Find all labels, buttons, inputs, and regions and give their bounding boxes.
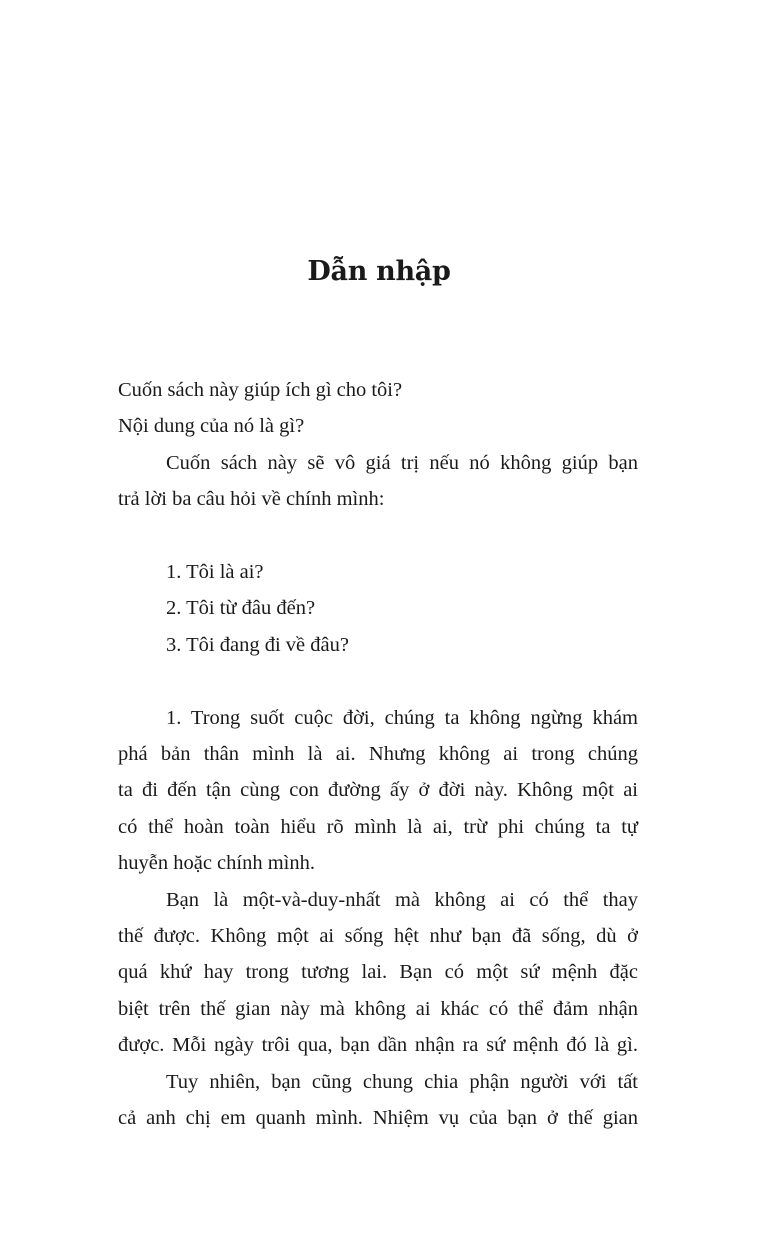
paragraph-1 (118, 700, 638, 882)
text-line: thế được. Không một ai sống hệt như bạn đã sống, dù ở (118, 925, 638, 948)
intro-question-2 (118, 408, 638, 444)
text-line: ta đi đến tận cùng con đường ấy ở đời này. Không một ai (118, 779, 638, 802)
questions-list (118, 554, 638, 663)
text-line: biệt trên thế gian này mà không ai khác có thể đảm nhận (118, 997, 638, 1020)
text-line: Tuy nhiên, bạn cũng chung chia phận người với tất (166, 1070, 638, 1093)
body-text (118, 372, 638, 1137)
text-line: Cuốn sách này giúp ích gì cho tôi? (118, 379, 403, 401)
text-line: phá bản thân mình là ai. Nhưng không ai trong chúng (118, 743, 638, 766)
text-line: huyễn hoặc chính mình. (118, 852, 315, 875)
paragraph-2 (118, 882, 638, 1064)
text-line: quá khứ hay trong tương lai. Bạn có một sứ mệnh đặc (118, 961, 638, 984)
chapter-title: Dẫn nhập (307, 256, 451, 287)
text-line: được. Mỗi ngày trôi qua, bạn dần nhận ra sứ mệnh đó là gì. (118, 1034, 638, 1057)
intro-paragraph (118, 445, 638, 518)
text-line: Cuốn sách này sẽ vô giá trị nếu nó không giúp bạn (166, 451, 638, 474)
text-line: có thể hoàn toàn hiểu rõ mình là ai, trừ phi chúng ta tự (118, 815, 638, 838)
intro-question-1 (118, 372, 638, 408)
spacer (118, 518, 638, 554)
text-line: cả anh chị em quanh mình. Nhiệm vụ của bạn ở thế gian (118, 1107, 638, 1130)
list-item: 1. Tôi là ai? (166, 561, 264, 584)
paragraph-3 (118, 1064, 638, 1137)
text-line: Bạn là một-và-duy-nhất mà không ai có thể thay (166, 888, 638, 911)
text-line: 1. Trong suốt cuộc đời, chúng ta không ngừng khám (166, 706, 638, 729)
list-item: 3. Tôi đang đi về đâu? (166, 633, 349, 656)
list-item: 2. Tôi từ đâu đến? (166, 597, 316, 620)
text-line: trả lời ba câu hỏi về chính mình: (118, 488, 385, 511)
spacer (118, 663, 638, 699)
text-line: Nội dung của nó là gì? (118, 415, 305, 438)
